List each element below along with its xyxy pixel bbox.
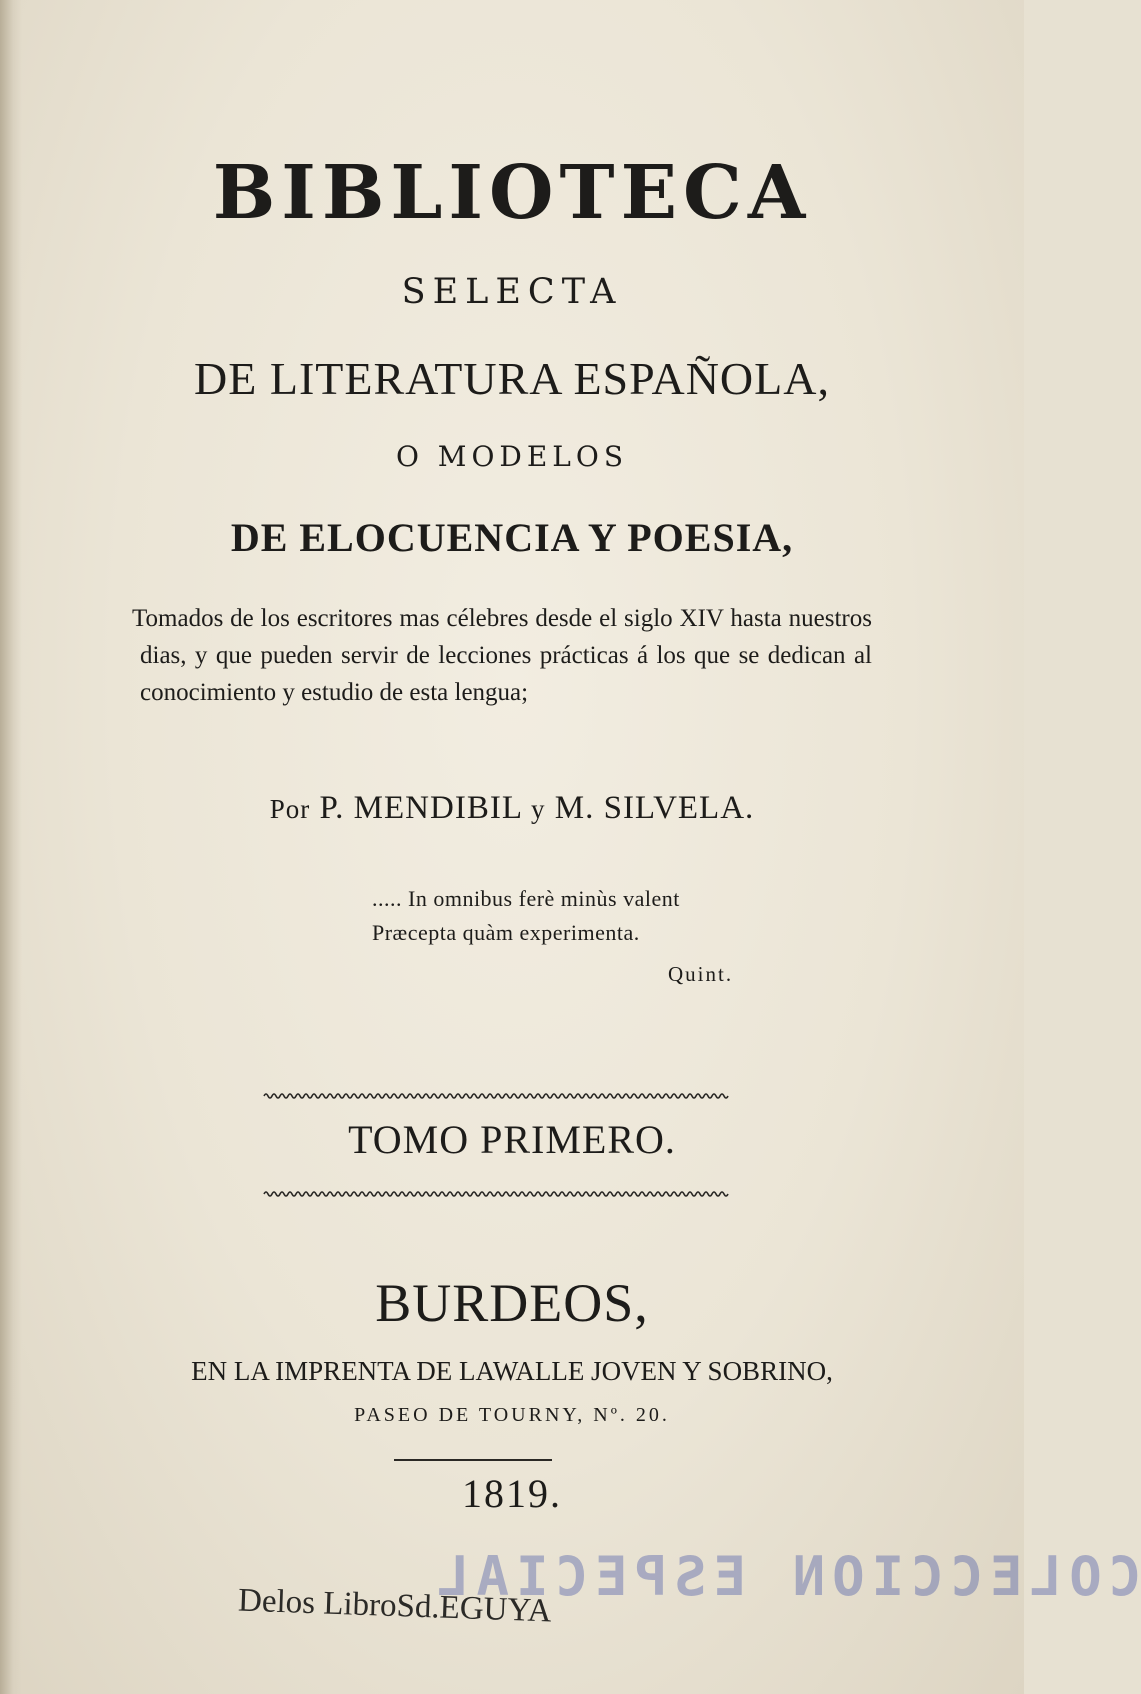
ornamental-rule-bottom bbox=[264, 1186, 722, 1202]
title-main: BIBLIOTECA bbox=[212, 150, 812, 236]
ornamental-rule-top bbox=[264, 1088, 722, 1104]
title-line-modelos: O MODELOS bbox=[395, 440, 629, 473]
library-stamp: COLECCION ESPECIAL bbox=[430, 1545, 1141, 1608]
title-line-selecta: SELECTA bbox=[401, 272, 623, 312]
authors-by: Por bbox=[269, 794, 311, 824]
author-mendibil: P. MENDIBIL bbox=[319, 790, 522, 826]
authors-line bbox=[0, 790, 1024, 827]
epigraph bbox=[372, 882, 792, 950]
binding-edge bbox=[0, 0, 22, 1694]
epigraph-line-1: ..... In omnibus ferè minùs valent bbox=[372, 886, 680, 911]
year-rule bbox=[394, 1459, 552, 1461]
imprint-address: PASEO DE TOURNY, Nº. 20. bbox=[354, 1404, 670, 1426]
epigraph-source: Quint. bbox=[668, 962, 734, 986]
imprint-year: 1819. bbox=[462, 1471, 562, 1516]
imprint-printer: EN LA IMPRENTA DE LAWALLE JOVEN Y SOBRINO, bbox=[191, 1356, 833, 1386]
imprint-city: BURDEOS, bbox=[375, 1273, 649, 1333]
volume-label: TOMO PRIMERO. bbox=[348, 1117, 676, 1162]
owner-inscription: Delos LibroSd.EGUYA bbox=[237, 1582, 553, 1630]
author-silvela: M. SILVELA. bbox=[554, 790, 755, 826]
epigraph-line-2: Præcepta quàm experimenta. bbox=[372, 920, 640, 945]
title-line-literatura: DE LITERATURA ESPAÑOLA, bbox=[194, 353, 830, 404]
authors-conjunction: y bbox=[531, 794, 546, 824]
title-line-elocuencia: DE ELOCUENCIA Y POESIA, bbox=[230, 515, 794, 560]
subtitle-description: Tomados de los escritores mas célebres desde el siglo XIV hasta nuestros dias, y que pueden servir de lecciones prácticas á los que se dedican al conocimiento y estudio de esta lengua; bbox=[132, 605, 872, 706]
